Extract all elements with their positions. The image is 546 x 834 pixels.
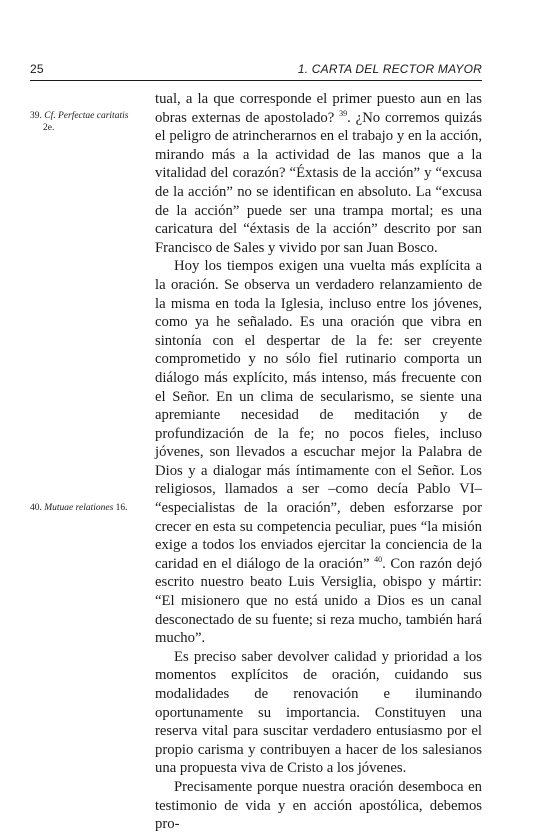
note-reference: Cf. Perfectae caritatis <box>44 111 129 121</box>
text-run: . Con razón dejó escrito nuestro beato Luis Versiglia, obispo y mártir: “El misionero que no está unido a Dios es un canal desconectado de su fuente; si reza mucho, también hará mucho”. <box>155 555 482 647</box>
note-number: 39. <box>30 111 42 121</box>
margin-note-40 <box>30 502 142 514</box>
margin-note-39 <box>30 110 142 134</box>
header-rule <box>30 80 482 81</box>
running-title: 1. CARTA DEL RECTOR MAYOR <box>297 62 482 76</box>
paragraph <box>155 90 482 257</box>
text-run: tual, a la que corresponde el primer puesto aun en las obras externas de apostolado? <box>155 91 482 126</box>
note-reference: Mutuae relationes <box>44 503 114 513</box>
running-header <box>30 62 482 78</box>
footnote-ref-39: 39 <box>339 108 348 118</box>
page-number: 25 <box>30 62 44 76</box>
note-number: 40. <box>30 503 42 513</box>
main-text <box>155 90 482 834</box>
note-tail: 16. <box>115 503 128 513</box>
paragraph: Precisamente porque nuestra oración desemboca en testimonio de vida y en acción apostólica, debemos pro- <box>155 778 482 833</box>
footnote-ref-40: 40 <box>374 554 383 564</box>
text-run: Hoy los tiempos exigen una vuelta más explícita a la oración. Se observa un verdadero relanzamiento de la misma en toda la Iglesia, incluso entre los jóvenes, como ya he señalado. Es una oración que vibra en sintonía con el despertar de la fe: ser creyente comprometido y no sólo fiel rutinario comporta un diálogo más explícito, más intenso, más frecuente con el Señor. En un clima de secularismo, se siente una apremiante necesidad de meditación y de profundización de la fe; no pocos fieles, incluso jóvenes, son llevados a escuchar mejor la Palabra de Dios y a dialogar más íntimamente con el Señor. Los religiosos, llamados a ser –como decía Pablo VI– “especialistas de la oración”, deben esforzarse por crecer en esta su competencia peculiar, pues “la misión exige a todos los enviados ejercitar la conciencia de la caridad en el diálogo de la oración” <box>155 258 482 572</box>
paragraph: Es preciso saber devolver calidad y prioridad a los momentos explícitos de oración, cuidando sus modalidades de renovación e iluminando oportunamente su importancia. Constituyen una reserva vital para suscitar verdadero entusiasmo por el propio carisma y contribuyen a hacer de los salesianos una propuesta viva de Cristo a los jóvenes. <box>155 648 482 777</box>
text-run: . ¿No corremos quizás el peligro de atrincherarnos en el trabajo y en la acción, mirando más a la actividad de las manos que a la vitalidad del corazón? “Éxtasis de la acción” y “excusa de la acción” no se identifican en absoluto. La “excusa de la acción” puede ser una trampa mortal; es una caricatura del “éxtasis de la acción” descrito por san Francisco de Sales y vivido por san Juan Bosco. <box>155 109 483 256</box>
note-tail: 2e. <box>43 123 55 133</box>
paragraph <box>155 257 482 647</box>
